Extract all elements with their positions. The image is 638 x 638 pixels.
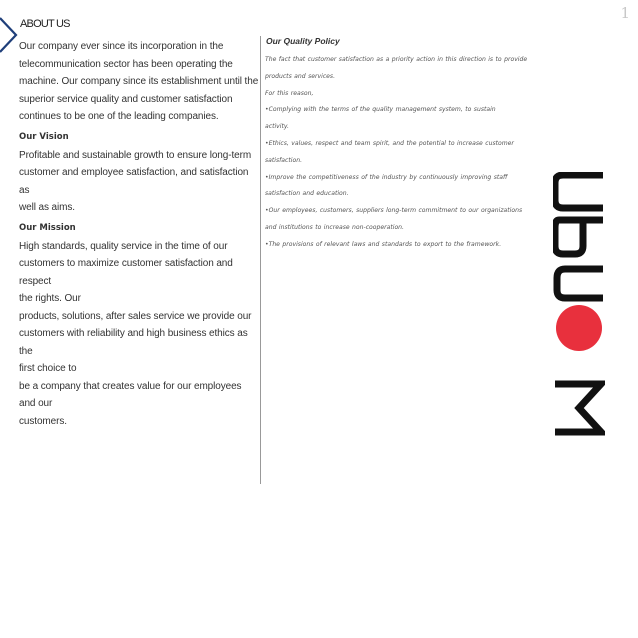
about-column — [19, 38, 259, 430]
policy-line: •The provisions of relevant laws and standards to export to the framework. — [265, 240, 502, 248]
vision-line: Profitable and sustainable growth to ensure long-term — [19, 149, 252, 161]
vision-line: well as aims. — [19, 202, 75, 213]
policy-line: •Our employees, customers, suppliers long-term commitment to our organizations — [265, 207, 523, 215]
intro-line: superior service quality and customer satisfaction — [19, 93, 233, 105]
chevron-right-icon — [0, 16, 20, 54]
mission-line: first choice to — [19, 363, 77, 374]
mission-line: customers to maximize customer satisfaction and respect — [19, 258, 233, 287]
policy-line: •Improve the competitiveness of the industry by continuously improving staff — [265, 173, 508, 181]
policy-line: products and services. — [265, 72, 336, 80]
intro-line: machine. Our company since its establishment until the — [19, 76, 259, 87]
mission-line: be a company that creates value for our employees and our — [19, 380, 242, 409]
policy-line: satisfaction and education. — [265, 190, 349, 198]
mission-heading: Our Mission — [19, 222, 76, 233]
column-divider — [260, 36, 261, 484]
vision-heading: Our Vision — [19, 131, 69, 142]
mission-line: customers. — [19, 415, 67, 427]
vision-line: customer and employee satisfaction, and satisfaction as — [19, 167, 249, 196]
intro-line: Our company ever since its incorporation in the — [19, 41, 224, 52]
about-us-heading: ABOUT US — [20, 18, 70, 30]
policy-line: The fact that customer satisfaction as a priority action in this direction is to provide — [265, 56, 528, 63]
policy-line: satisfaction. — [265, 156, 303, 164]
policy-line: activity. — [265, 123, 289, 131]
upcom-logo — [553, 172, 605, 438]
policy-line: •Complying with the terms of the quality management system, to sustain — [265, 106, 496, 114]
page-number: 1 — [620, 4, 630, 22]
mission-paragraph — [19, 238, 259, 431]
vision-paragraph — [19, 147, 259, 217]
intro-line: telecommunication sector has been operating the — [19, 58, 233, 70]
mission-line: the rights. Our — [19, 293, 81, 304]
policy-line: For this reason, — [265, 89, 314, 97]
policy-line: •Ethics, values, respect and team spirit, and the potential to increase customer — [265, 139, 514, 147]
quality-policy-title: Our Quality Policy — [266, 36, 340, 46]
mission-line: High standards, quality service in the time of our — [19, 240, 228, 252]
mission-line: products, solutions, after sales service we provide our — [19, 310, 252, 322]
intro-line: continues to be one of the leading companies. — [19, 111, 219, 122]
quality-policy-column — [265, 36, 550, 254]
policy-line: and institutions to increase non-cooperation. — [265, 223, 404, 231]
mission-line: customers with reliability and high business ethics as the — [19, 328, 248, 357]
intro-paragraph — [19, 38, 259, 126]
